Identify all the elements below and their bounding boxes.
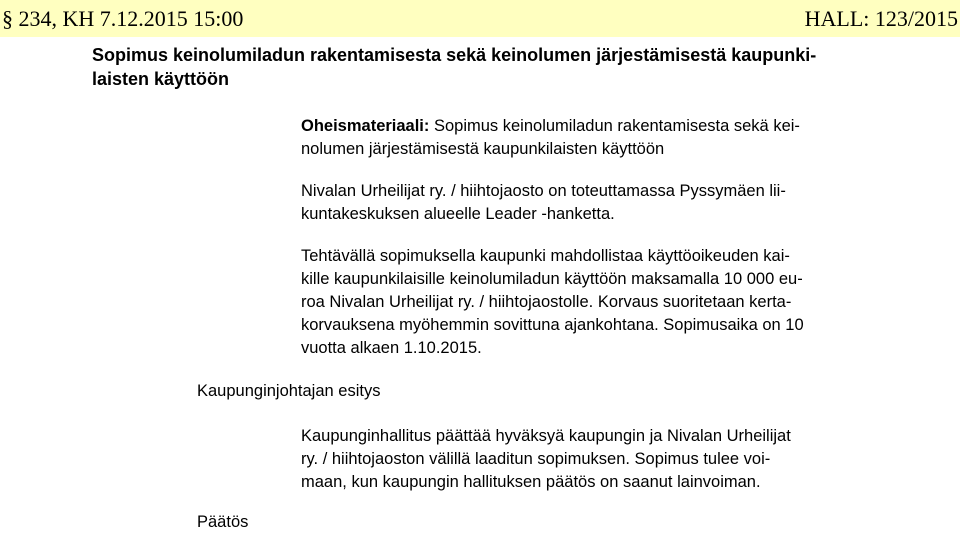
paragraph-line: vuotta alkaen 1.10.2015.: [301, 339, 482, 357]
background-paragraph: [301, 180, 869, 226]
paragraph-line: korvauksena myöhemmin sovittuna ajankohtana. Sopimusaika on 10: [301, 316, 804, 334]
paragraph-line: kuntakeskuksen alueelle Leader -hanketta.: [301, 205, 615, 223]
paragraph-line: kille kaupunkilaisille keinolumiladun käyttöön maksamalla 10 000 eu-: [301, 270, 803, 288]
attachment-label: Oheismateriaali:: [301, 117, 430, 135]
paragraph-line: Tehtävällä sopimuksella kaupunki mahdollistaa käyttöoikeuden kai-: [301, 247, 790, 265]
paragraph-line: Nivalan Urheilijat ry. / hiihtojaosto on toteuttamassa Pyssymäen lii-: [301, 182, 786, 200]
document-header: [0, 0, 960, 37]
title-line: Sopimus keinolumiladun rakentamisesta sekä keinolumen järjestämisestä kaupunki-: [92, 45, 817, 65]
attachment-line: nolumen järjestämisestä kaupunkilaisten käyttöön: [301, 140, 665, 158]
paragraph-line: roa Nivalan Urheilijat ry. / hiihtojaostolle. Korvaus suoritetaan kerta-: [301, 293, 792, 311]
section-reference: § 234, KH 7.12.2015 15:00: [2, 6, 244, 31]
proposal-label: Kaupunginjohtajan esitys: [197, 382, 381, 400]
attachment-text: Sopimus keinolumiladun rakentamisesta sekä kei-: [429, 117, 800, 135]
agreement-paragraph: [301, 245, 869, 360]
document-title: [92, 43, 882, 91]
title-line: laisten käyttöön: [92, 69, 230, 89]
attachment-paragraph: [301, 115, 869, 161]
paragraph-line: Kaupunginhallitus päättää hyväksyä kaupungin ja Nivalan Urheilijat: [301, 427, 791, 445]
attachment-line: [301, 115, 869, 138]
decision-label: Päätös: [197, 513, 249, 531]
proposal-paragraph: [301, 425, 869, 494]
paragraph-line: maan, kun kaupungin hallituksen päätös on saanut lainvoiman.: [301, 473, 761, 491]
hall-reference: HALL: 123/2015: [804, 6, 958, 31]
paragraph-line: ry. / hiihtojaoston välillä laaditun sopimuksen. Sopimus tulee voi-: [301, 450, 771, 468]
